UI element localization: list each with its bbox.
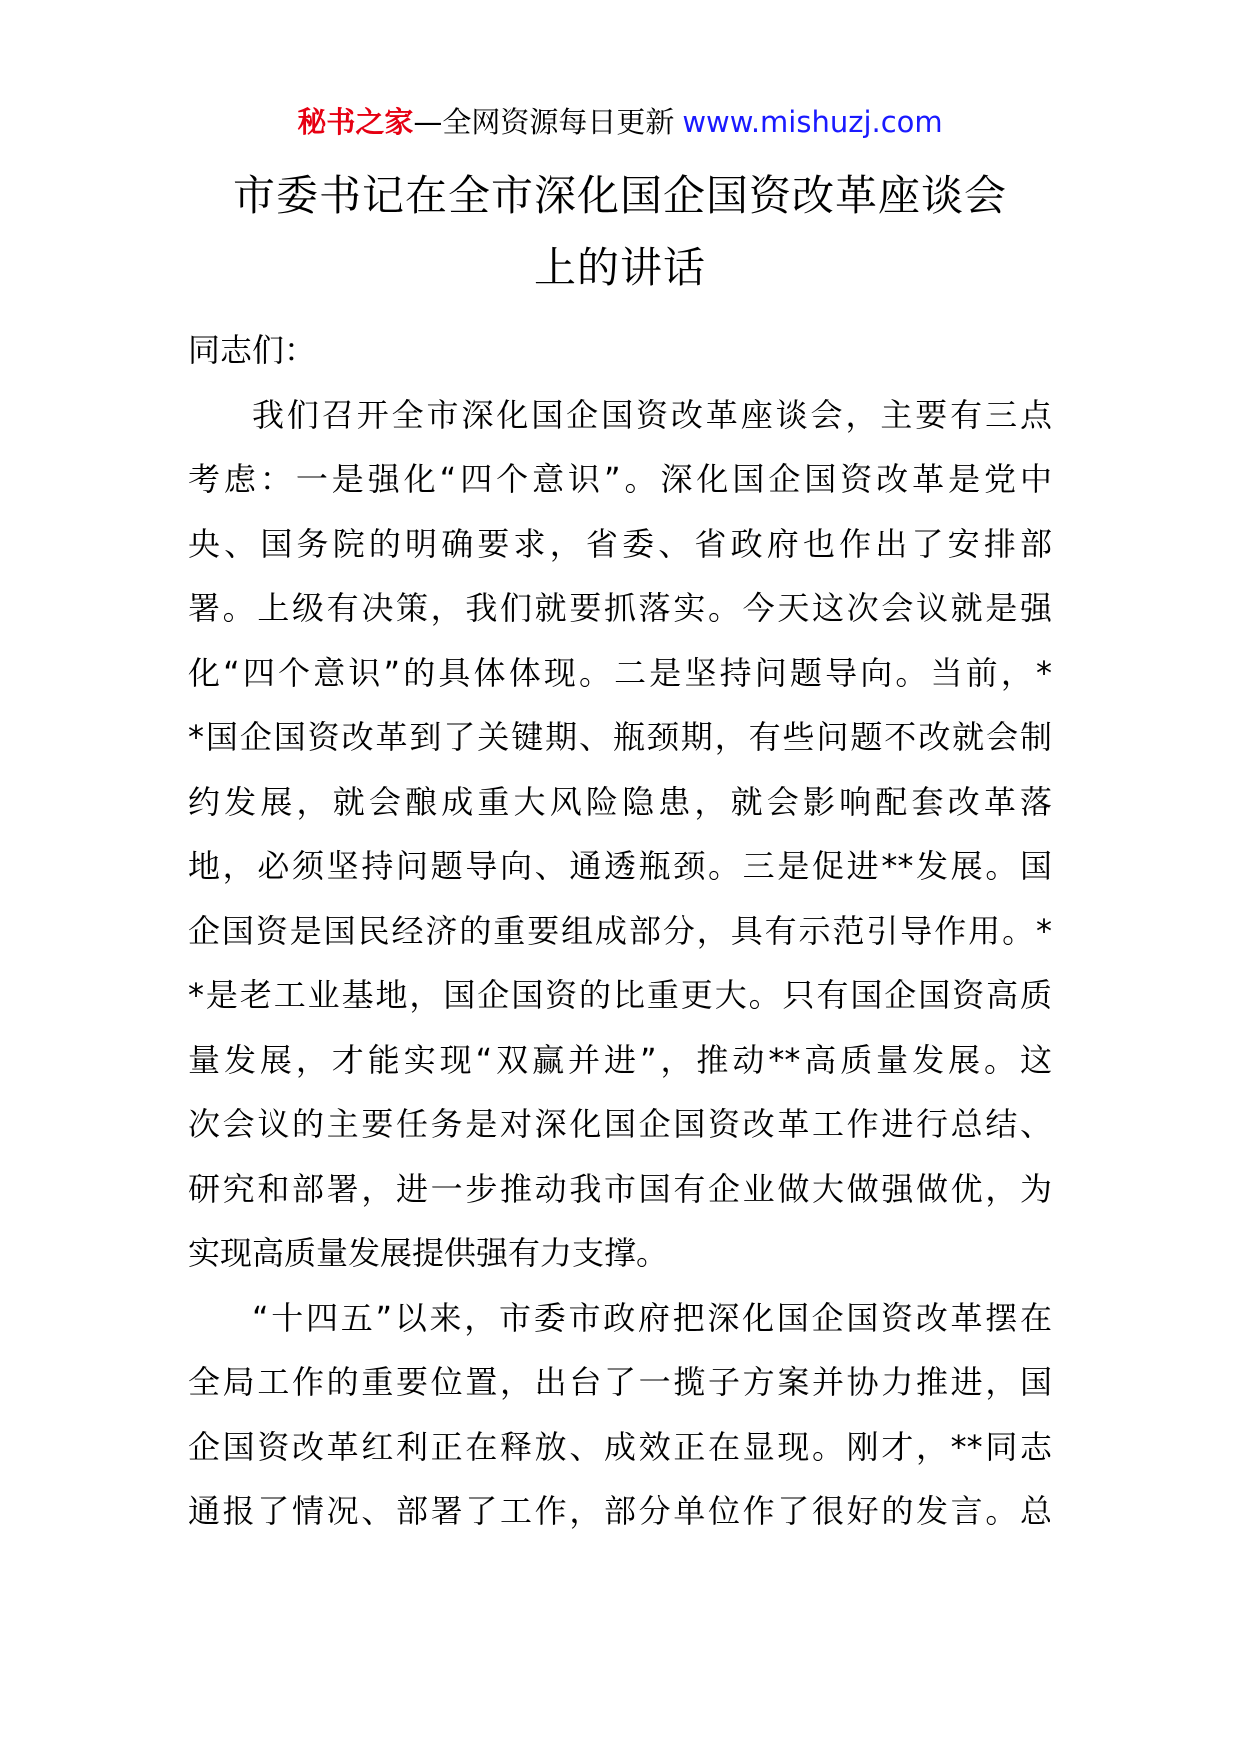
- document-body: [188, 318, 1052, 1544]
- paragraph-line: 化“四个意识”的具体体现。二是坚持问题导向。当前，*: [188, 653, 1052, 692]
- paragraph-line: *是老工业基地，国企国资的比重更大。只有国企国资高质: [188, 976, 1052, 1014]
- paragraph-line: 通报了情况、部署了工作，部分单位作了很好的发言。总: [188, 1492, 1052, 1530]
- paragraph-line: 企国资改革红利正在释放、成效正在显现。刚才，**同志: [188, 1427, 1052, 1466]
- paragraph-1: [188, 383, 1052, 1286]
- paragraph-line: *国企国资改革到了关键期、瓶颈期，有些问题不改就会制: [188, 718, 1052, 756]
- paragraph-line: 全局工作的重要位置，出台了一揽子方案并协力推进，国: [188, 1363, 1052, 1401]
- brand-slogan: —全网资源每日更新: [413, 105, 675, 139]
- document-title: [170, 160, 1070, 304]
- paragraph-line: 央、国务院的明确要求，省委、省政府也作出了安排部: [188, 524, 1052, 563]
- paragraph-2: [188, 1286, 1052, 1544]
- brand-name: 秘书之家: [297, 105, 414, 139]
- paragraph-line: “十四五”以来，市委市政府把深化国企国资改革摆在: [252, 1298, 1052, 1337]
- watermark-header: [0, 102, 1240, 142]
- paragraph-line: 研究和部署，进一步推动我市国有企业做大做强做优，为: [188, 1169, 1052, 1208]
- title-line-2: 上的讲话: [533, 243, 706, 292]
- paragraph-line: 约发展，就会酿成重大风险隐患，就会影响配套改革落: [188, 782, 1052, 821]
- paragraph-line: 署。上级有决策，我们就要抓落实。今天这次会议就是强: [188, 589, 1052, 627]
- paragraph-line: 地，必须坚持问题导向、通透瓶颈。三是促进**发展。国: [188, 847, 1052, 885]
- paragraph-line: 企国资是国民经济的重要组成部分，具有示范引导作用。*: [188, 911, 1052, 950]
- site-url-link[interactable]: www.mishuzj.com: [682, 105, 943, 139]
- paragraph-line: 考虑：一是强化“四个意识”。深化国企国资改革是党中: [188, 460, 1052, 498]
- paragraph-line: 我们召开全市深化国企国资改革座谈会，主要有三点: [252, 395, 1052, 434]
- salutation: 同志们：: [188, 331, 317, 369]
- paragraph-line: 实现高质量发展提供强有力支撑。: [188, 1234, 669, 1272]
- title-line-1: 市委书记在全市深化国企国资改革座谈会: [232, 171, 1007, 220]
- paragraph-line: 量发展，才能实现“双赢并进”，推动**高质量发展。这: [188, 1040, 1052, 1079]
- paragraph-line: 次会议的主要任务是对深化国企国资改革工作进行总结、: [188, 1105, 1052, 1143]
